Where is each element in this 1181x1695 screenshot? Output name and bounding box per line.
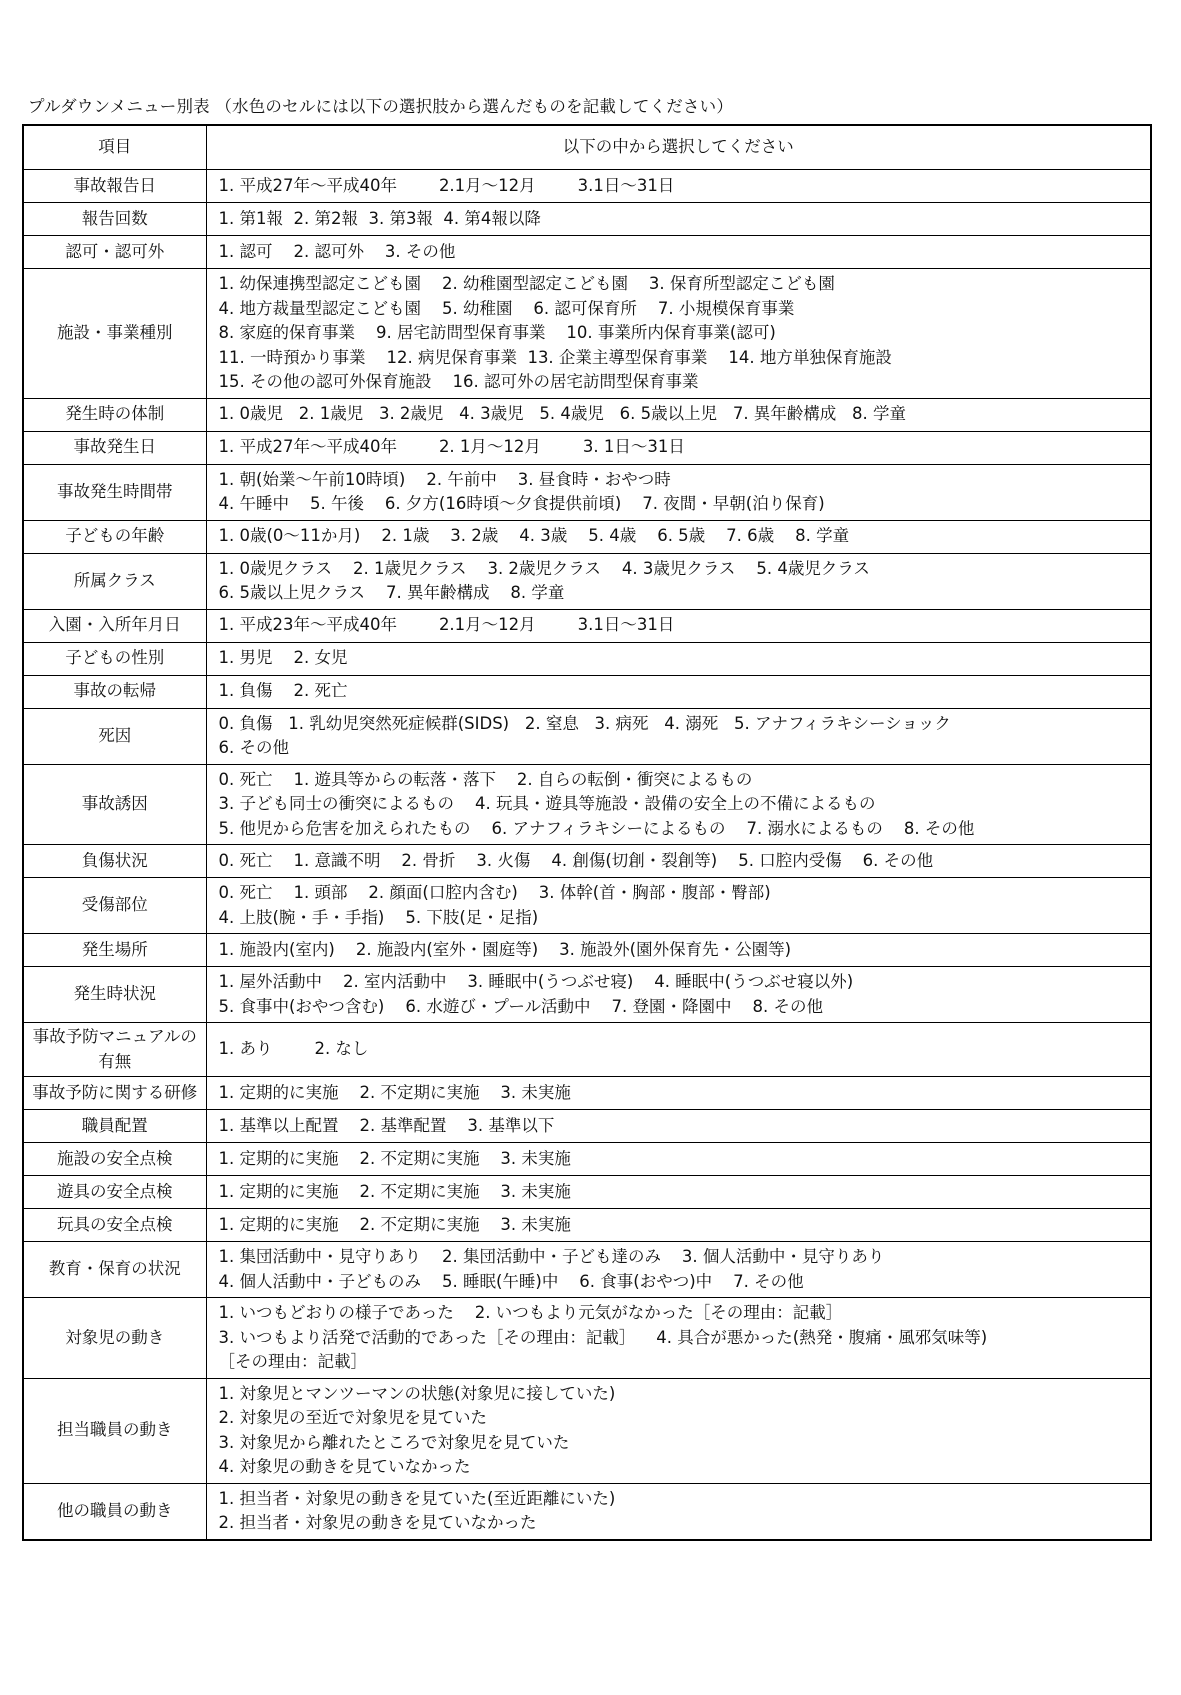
- table-row: [23, 553, 1151, 609]
- table-row: [23, 934, 1151, 967]
- option-line: 4. 個人活動中・子どものみ 5. 睡眠(午睡)中 6. 食事(おやつ)中 7. その他: [218, 1271, 804, 1291]
- option-line: 3. 子ども同士の衝突によるもの 4. 玩具・遊具等施設・設備の安全上の不備によるもの: [218, 794, 876, 813]
- table-row: [23, 269, 1151, 399]
- option-line: 6. 5歳以上児クラス 7. 異年齢構成 8. 学童: [218, 583, 565, 602]
- table-row: [23, 398, 1151, 431]
- table-row: [23, 967, 1151, 1023]
- row-label: 対象児の動き: [23, 1298, 206, 1379]
- option-line: 0. 死亡 1. 意識不明 2. 骨折 3. 火傷 4. 創傷(切創・裂創等) 5. 口腔内受傷 6. その他: [218, 850, 934, 870]
- row-options: [206, 1077, 1151, 1110]
- table-row: [23, 1378, 1151, 1483]
- table-row: [23, 464, 1151, 520]
- table-row: [23, 1242, 1151, 1298]
- row-label: 入園・入所年月日: [23, 609, 206, 642]
- row-options: [206, 1110, 1151, 1143]
- row-label: 事故予防マニュアルの有無: [23, 1023, 206, 1077]
- row-label: 事故誘因: [23, 764, 206, 845]
- table-row: [23, 878, 1151, 934]
- row-label: 事故報告日: [23, 170, 206, 203]
- header-options: 以下の中から選択してください: [206, 125, 1151, 170]
- table-row: [23, 642, 1151, 675]
- option-line: 1. 定期的に実施 2. 不定期に実施 3. 未実施: [218, 1148, 571, 1168]
- table-row: [23, 1110, 1151, 1143]
- row-label: 認可・認可外: [23, 236, 206, 269]
- row-options: [206, 708, 1151, 764]
- row-label: 発生場所: [23, 934, 206, 967]
- option-line: 1. 担当者・対象児の動きを見ていた(至近距離にいた): [218, 1488, 616, 1508]
- option-line: 15. その他の認可外保育施設 16. 認可外の居宅訪問型保育事業: [218, 372, 699, 391]
- table-row: [23, 708, 1151, 764]
- row-label: 発生時の体制: [23, 398, 206, 431]
- row-options: [206, 609, 1151, 642]
- row-label: 所属クラス: [23, 553, 206, 609]
- header-item: 項目: [23, 125, 206, 170]
- table-header-row: [23, 125, 1151, 170]
- row-options: [206, 675, 1151, 708]
- row-label: 事故発生日: [23, 431, 206, 464]
- option-line: 1. 集団活動中・見守りあり 2. 集団活動中・子ども達のみ 3. 個人活動中・見守りあり: [218, 1247, 885, 1266]
- row-label: 事故の転帰: [23, 675, 206, 708]
- row-options: [206, 553, 1151, 609]
- option-line: 0. 負傷 1. 乳幼児突然死症候群(SIDS) 2. 窒息 3. 病死 4. 溺死 5. アナフィラキシーショック: [218, 713, 951, 733]
- row-label: 教育・保育の状況: [23, 1242, 206, 1298]
- table-row: [23, 236, 1151, 269]
- table-row: [23, 1143, 1151, 1176]
- row-label: 玩具の安全点検: [23, 1209, 206, 1242]
- option-line: 1. 定期的に実施 2. 不定期に実施 3. 未実施: [218, 1214, 571, 1234]
- option-line: 6. その他: [218, 738, 289, 757]
- table-row: [23, 431, 1151, 464]
- table-row: [23, 1023, 1151, 1077]
- row-options: [206, 1378, 1151, 1483]
- row-options: [206, 1176, 1151, 1209]
- row-options: [206, 764, 1151, 845]
- row-options: [206, 520, 1151, 553]
- table-row: [23, 1483, 1151, 1540]
- table-row: [23, 1176, 1151, 1209]
- table-row: [23, 170, 1151, 203]
- row-label: 子どもの性別: [23, 642, 206, 675]
- option-line: ［その理由：記載］: [218, 1352, 367, 1371]
- option-line: 4. 対象児の動きを見ていなかった: [218, 1457, 471, 1476]
- row-options: [206, 1023, 1151, 1077]
- option-line: 1. 施設内(室内) 2. 施設内(室外・園庭等) 3. 施設外(園外保育先・公園等): [218, 939, 792, 959]
- row-options: [206, 1209, 1151, 1242]
- row-options: [206, 967, 1151, 1023]
- row-options: [206, 203, 1151, 236]
- row-label: 他の職員の動き: [23, 1483, 206, 1540]
- row-options: [206, 1298, 1151, 1379]
- row-options: [206, 236, 1151, 269]
- row-label: 子どもの年齢: [23, 520, 206, 553]
- row-label: 発生時状況: [23, 967, 206, 1023]
- table-row: [23, 675, 1151, 708]
- option-line: 1. 0歳(0～11か月) 2. 1歳 3. 2歳 4. 3歳 5. 4歳 6. 5歳 7. 6歳 8. 学童: [218, 526, 850, 546]
- option-line: 1. 第1報 2. 第2報 3. 第3報 4. 第4報以降: [218, 208, 541, 228]
- row-options: [206, 878, 1151, 934]
- page-title: プルダウンメニュー別表 （水色のセルには以下の選択肢から選んだものを記載してください）: [28, 97, 734, 116]
- row-options: [206, 431, 1151, 464]
- row-label: 死因: [23, 708, 206, 764]
- table-row: [23, 1298, 1151, 1379]
- row-options: [206, 642, 1151, 675]
- row-label: 職員配置: [23, 1110, 206, 1143]
- option-line: 1. いつもどおりの様子であった 2. いつもより元気がなかった［その理由：記載］: [218, 1303, 843, 1322]
- row-label: 事故発生時間帯: [23, 464, 206, 520]
- option-line: 1. 男児 2. 女児: [218, 648, 348, 668]
- option-line: 5. 食事中(おやつ含む) 6. 水遊び・プール活動中 7. 登園・降園中 8. その他: [218, 996, 823, 1016]
- option-line: 8. 家庭的保育事業 9. 居宅訪問型保育事業 10. 事業所内保育事業(認可): [218, 323, 776, 342]
- option-line: 1. 定期的に実施 2. 不定期に実施 3. 未実施: [218, 1082, 571, 1102]
- option-line: 4. 地方裁量型認定こども園 5. 幼稚園 6. 認可保育所 7. 小規模保育事業: [218, 298, 795, 318]
- option-line: 1. 0歳児 2. 1歳児 3. 2歳児 4. 3歳児 5. 4歳児 6. 5歳以上児 7. 異年齢構成 8. 学童: [218, 404, 907, 424]
- table-body: [23, 170, 1151, 1540]
- row-options: [206, 1143, 1151, 1176]
- option-line: 3. 対象児から離れたところで対象児を見ていた: [218, 1432, 570, 1452]
- row-options: [206, 398, 1151, 431]
- option-line: 2. 対象児の至近で対象児を見ていた: [218, 1408, 487, 1427]
- option-line: 11. 一時預かり事業 12. 病児保育事業 13. 企業主導型保育事業 14. 地方単独保育施設: [218, 347, 892, 367]
- table-row: [23, 1209, 1151, 1242]
- option-line: 1. 平成27年～平成40年 2. 1月～12月 3. 1日～31日: [218, 437, 685, 457]
- row-options: [206, 845, 1151, 878]
- option-line: 5. 他児から危害を加えられたもの 6. アナフィラキシーによるもの 7. 溺水によるもの 8. その他: [218, 818, 975, 838]
- table-row: [23, 1077, 1151, 1110]
- option-line: 1. 定期的に実施 2. 不定期に実施 3. 未実施: [218, 1181, 571, 1201]
- row-label: 負傷状況: [23, 845, 206, 878]
- row-options: [206, 1483, 1151, 1540]
- option-line: 4. 午睡中 5. 午後 6. 夕方(16時頃～夕食提供前頃) 7. 夜間・早朝(泊り保育): [218, 494, 825, 513]
- row-options: [206, 1242, 1151, 1298]
- option-line: 1. 平成23年～平成40年 2.1月～12月 3.1日～31日: [218, 615, 675, 635]
- row-options: [206, 269, 1151, 399]
- option-line: 1. 対象児とマンツーマンの状態(対象児に接していた): [218, 1383, 616, 1403]
- row-options: [206, 464, 1151, 520]
- option-line: 1. 認可 2. 認可外 3. その他: [218, 241, 456, 261]
- option-line: 1. 朝(始業～午前10時頃) 2. 午前中 3. 昼食時・おやつ時: [218, 469, 671, 489]
- row-label: 担当職員の動き: [23, 1378, 206, 1483]
- table-row: [23, 609, 1151, 642]
- table-row: [23, 845, 1151, 878]
- option-line: 0. 死亡 1. 遊具等からの転落・落下 2. 自らの転倒・衝突によるもの: [218, 769, 753, 789]
- row-options: [206, 170, 1151, 203]
- row-label: 施設の安全点検: [23, 1143, 206, 1176]
- row-label: 事故予防に関する研修: [23, 1077, 206, 1110]
- row-options: [206, 934, 1151, 967]
- row-label: 報告回数: [23, 203, 206, 236]
- option-line: 1. あり 2. なし: [218, 1039, 369, 1059]
- option-line: 1. 基準以上配置 2. 基準配置 3. 基準以下: [218, 1115, 555, 1135]
- option-line: 1. 屋外活動中 2. 室内活動中 3. 睡眠中(うつぶせ寝) 4. 睡眠中(うつぶせ寝以外): [218, 972, 854, 991]
- option-line: 4. 上肢(腕・手・手指) 5. 下肢(足・足指): [218, 907, 539, 927]
- table-row: [23, 764, 1151, 845]
- table-row: [23, 203, 1151, 236]
- row-label: 受傷部位: [23, 878, 206, 934]
- table-row: [23, 520, 1151, 553]
- option-line: 1. 負傷 2. 死亡: [218, 681, 348, 701]
- option-line: 2. 担当者・対象児の動きを見ていなかった: [218, 1513, 537, 1532]
- option-line: 1. 幼保連携型認定こども園 2. 幼稚園型認定こども園 3. 保育所型認定こども園: [218, 274, 835, 293]
- option-line: 3. いつもより活発で活動的であった［その理由：記載］ 4. 具合が悪かった(熱発・腹痛・風邪気味等): [218, 1327, 988, 1347]
- option-line: 0. 死亡 1. 頭部 2. 顔面(口腔内含む) 3. 体幹(首・胸部・腹部・臀部): [218, 883, 771, 902]
- pulldown-options-table: [22, 124, 1152, 1541]
- option-line: 1. 0歳児クラス 2. 1歳児クラス 3. 2歳児クラス 4. 3歳児クラス 5. 4歳児クラス: [218, 558, 870, 578]
- option-line: 1. 平成27年～平成40年 2.1月～12月 3.1日～31日: [218, 175, 675, 195]
- row-label: 施設・事業種別: [23, 269, 206, 399]
- row-label: 遊具の安全点検: [23, 1176, 206, 1209]
